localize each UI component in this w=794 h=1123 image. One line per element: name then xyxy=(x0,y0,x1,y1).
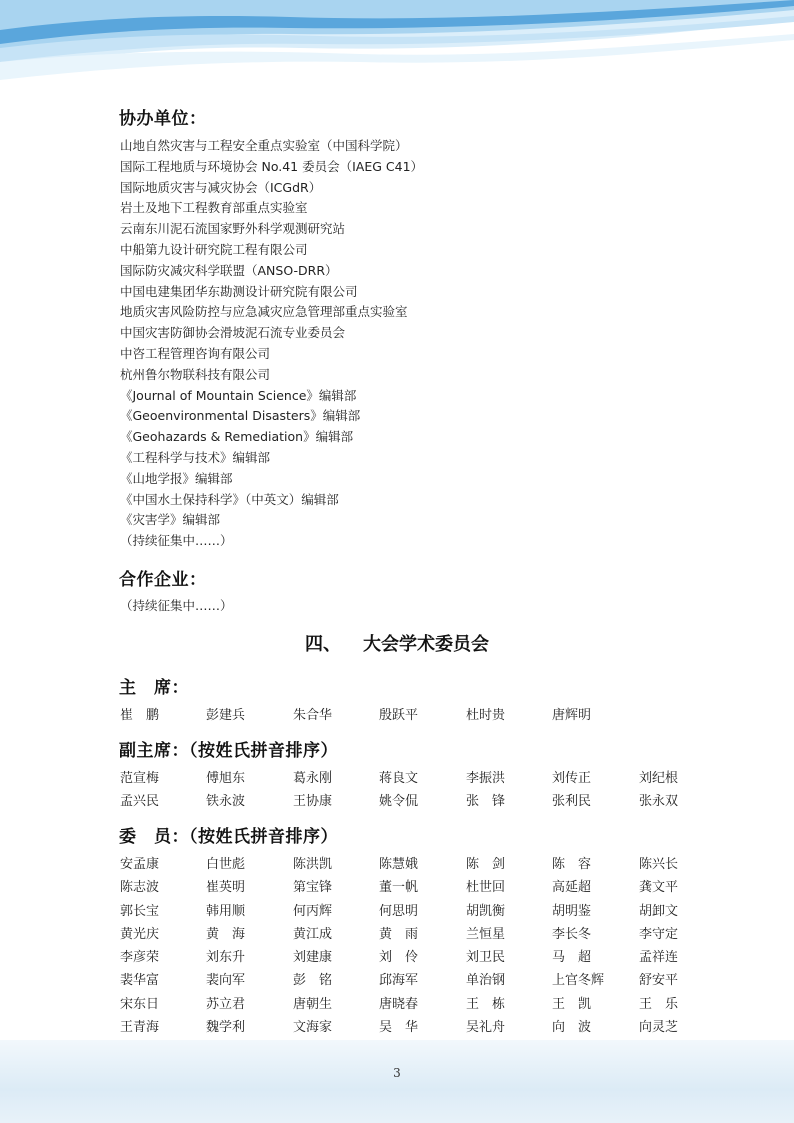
committee-member-name: 王 乐 xyxy=(639,996,679,1012)
cohost-org-item: 《Journal of Mountain Science》编辑部 xyxy=(120,387,357,403)
committee-member-name: 李守定 xyxy=(639,926,679,942)
members-name-grid xyxy=(120,853,700,1039)
committee-member-name: 王青海 xyxy=(120,1020,160,1036)
committee-member-name: 刘纪根 xyxy=(639,771,679,786)
committee-member-name: 何丙辉 xyxy=(293,903,333,919)
cooperation-note: （持续征集中……） xyxy=(120,598,233,613)
name-row xyxy=(120,923,700,946)
committee-member-name: 向 波 xyxy=(552,1020,592,1036)
committee-section-title xyxy=(0,630,794,656)
chairs-heading: 主 席： xyxy=(119,678,189,698)
committee-member-name: 高延超 xyxy=(552,880,592,896)
name-row xyxy=(120,767,700,790)
committee-member-name: 孟兴民 xyxy=(120,794,160,810)
committee-member-name: 白世彪 xyxy=(206,857,246,872)
committee-member-name: 舒安平 xyxy=(639,973,679,989)
vice-chairs-heading: 副主席：（按姓氏拼音排序） xyxy=(119,741,338,761)
name-row xyxy=(120,993,700,1016)
cooperation-heading: 合作企业： xyxy=(119,570,207,590)
committee-member-name: 王 栋 xyxy=(466,996,506,1012)
committee-member-name: 胡凯衡 xyxy=(466,903,506,919)
committee-member-name: 崔 鹏 xyxy=(120,708,160,723)
committee-member-name: 刘东升 xyxy=(206,950,246,966)
cohost-org-item: 中国灾害防御协会滑坡泥石流专业委员会 xyxy=(120,325,346,341)
vice-chairs-name-grid xyxy=(120,767,700,814)
committee-member-name: 安孟康 xyxy=(120,857,160,872)
committee-member-name: 黄 海 xyxy=(206,926,246,942)
committee-member-name: 兰恒星 xyxy=(466,926,506,942)
committee-member-name: 唐朝生 xyxy=(293,996,333,1012)
committee-member-name: 张 锋 xyxy=(466,794,506,810)
committee-member-name: 董一帆 xyxy=(379,880,419,896)
section-title-text: 大会学术委员会 xyxy=(363,634,489,655)
committee-member-name: 刘卫民 xyxy=(466,950,506,966)
name-row xyxy=(120,790,700,813)
committee-member-name: 陈 剑 xyxy=(466,857,506,872)
cohost-org-item: （持续征集中……） xyxy=(120,533,233,549)
committee-member-name: 姚令侃 xyxy=(379,794,419,810)
committee-member-name: 彭 铭 xyxy=(293,973,333,989)
cohost-org-item: 云南东川泥石流国家野外科学观测研究站 xyxy=(120,221,346,237)
committee-member-name: 范宣梅 xyxy=(120,771,160,786)
committee-member-name: 邱海军 xyxy=(379,973,419,989)
cohost-org-item: 中国电建集团华东勘测设计研究院有限公司 xyxy=(120,283,358,299)
committee-member-name: 胡卸文 xyxy=(639,903,679,919)
cohost-org-item: 地质灾害风险防控与应急减灾应急管理部重点实验室 xyxy=(120,304,408,320)
chairs-name-grid xyxy=(120,704,700,727)
name-row xyxy=(120,946,700,969)
committee-member-name: 宋东日 xyxy=(120,996,160,1012)
committee-member-name: 单治钢 xyxy=(466,973,506,989)
committee-member-name: 黄光庆 xyxy=(120,926,160,942)
committee-member-name: 杜世回 xyxy=(466,880,506,896)
committee-member-name: 王协康 xyxy=(293,794,333,810)
committee-member-name: 黄 雨 xyxy=(379,926,419,942)
committee-member-name: 龚文平 xyxy=(639,880,679,896)
committee-member-name: 刘 伶 xyxy=(379,950,419,966)
cohost-org-item: 中咨工程管理咨询有限公司 xyxy=(120,345,271,361)
committee-member-name: 蒋良文 xyxy=(379,771,419,786)
committee-member-name: 郭长宝 xyxy=(120,903,160,919)
name-row xyxy=(120,900,700,923)
name-row xyxy=(120,969,700,992)
committee-member-name: 陈慧娥 xyxy=(379,857,419,872)
cohost-org-item: 国际地质灾害与减灾协会（ICGdR） xyxy=(120,179,322,195)
name-row xyxy=(120,704,700,727)
committee-member-name: 韩用顺 xyxy=(206,903,246,919)
name-row xyxy=(120,853,700,876)
committee-member-name: 唐辉明 xyxy=(552,708,592,723)
committee-member-name: 殷跃平 xyxy=(379,708,419,723)
committee-member-name: 杜时贵 xyxy=(466,708,506,723)
cohost-org-item: 《中国水土保持科学》（中英文）编辑部 xyxy=(120,491,339,507)
committee-member-name: 铁永波 xyxy=(206,794,246,810)
cohost-org-item: 山地自然灾害与工程安全重点实验室（中国科学院） xyxy=(120,138,408,153)
committee-member-name: 葛永刚 xyxy=(293,771,333,786)
members-heading: 委 员：（按姓氏拼音排序） xyxy=(119,827,338,847)
committee-member-name: 何思明 xyxy=(379,903,419,919)
committee-member-name: 唐晓春 xyxy=(379,996,419,1012)
committee-member-name: 李长冬 xyxy=(552,926,592,942)
committee-member-name: 王 凯 xyxy=(552,996,592,1012)
name-row xyxy=(120,876,700,899)
committee-member-name: 胡明鉴 xyxy=(552,903,592,919)
committee-member-name: 苏立君 xyxy=(206,996,246,1012)
committee-member-name: 黄江成 xyxy=(293,926,333,942)
committee-member-name: 裴向军 xyxy=(206,973,246,989)
committee-member-name: 吴 华 xyxy=(379,1020,419,1036)
section-number: 四、 xyxy=(305,634,341,655)
committee-member-name: 陈兴长 xyxy=(639,857,679,872)
committee-member-name: 陈志波 xyxy=(120,880,160,896)
cohost-org-item: 《Geoenvironmental Disasters》编辑部 xyxy=(120,408,361,424)
cohost-org-item: 国际工程地质与环境协会 No.41 委员会（IAEG C41） xyxy=(120,158,424,174)
committee-member-name: 马 超 xyxy=(552,950,592,966)
committee-member-name: 第宝锋 xyxy=(293,880,333,896)
committee-member-name: 张利民 xyxy=(552,794,592,810)
committee-member-name: 崔英明 xyxy=(206,880,246,896)
committee-member-name: 朱合华 xyxy=(293,708,333,723)
committee-member-name: 李振洪 xyxy=(466,771,506,786)
committee-member-name: 傅旭东 xyxy=(206,771,246,786)
cohost-org-item: 国际防灾减灾科学联盟（ANSO-DRR） xyxy=(120,262,338,278)
cohost-org-item: 《灾害学》编辑部 xyxy=(120,512,221,528)
committee-member-name: 陈洪凯 xyxy=(293,857,333,872)
committee-member-name: 孟祥连 xyxy=(639,950,679,966)
committee-member-name: 张永双 xyxy=(639,794,679,810)
cohost-org-item: 《山地学报》编辑部 xyxy=(120,470,233,486)
committee-member-name: 上官冬辉 xyxy=(552,973,605,989)
cohost-org-item: 岩土及地下工程教育部重点实验室 xyxy=(120,200,308,216)
cohost-org-item: 杭州鲁尔物联科技有限公司 xyxy=(120,366,271,382)
committee-member-name: 文海家 xyxy=(293,1020,333,1036)
page-number: 3 xyxy=(393,1066,401,1080)
committee-member-name: 刘建康 xyxy=(293,950,333,966)
cohost-org-item: 中船第九设计研究院工程有限公司 xyxy=(120,241,308,257)
committee-member-name: 彭建兵 xyxy=(206,708,246,723)
committee-member-name: 向灵芝 xyxy=(639,1020,679,1036)
committee-member-name: 吴礼舟 xyxy=(466,1020,506,1036)
cohost-org-item: 《Geohazards & Remediation》编辑部 xyxy=(120,429,354,445)
committee-member-name: 裴华富 xyxy=(120,973,160,989)
committee-member-name: 李彦荣 xyxy=(120,950,160,966)
cohost-heading: 协办单位： xyxy=(119,109,207,129)
committee-member-name: 刘传正 xyxy=(552,771,592,786)
committee-member-name: 魏学利 xyxy=(206,1020,246,1036)
cohost-org-item: 《工程科学与技术》编辑部 xyxy=(120,449,271,465)
name-row xyxy=(120,1016,700,1039)
committee-member-name: 陈 容 xyxy=(552,857,592,872)
cohost-org-list xyxy=(120,136,680,552)
